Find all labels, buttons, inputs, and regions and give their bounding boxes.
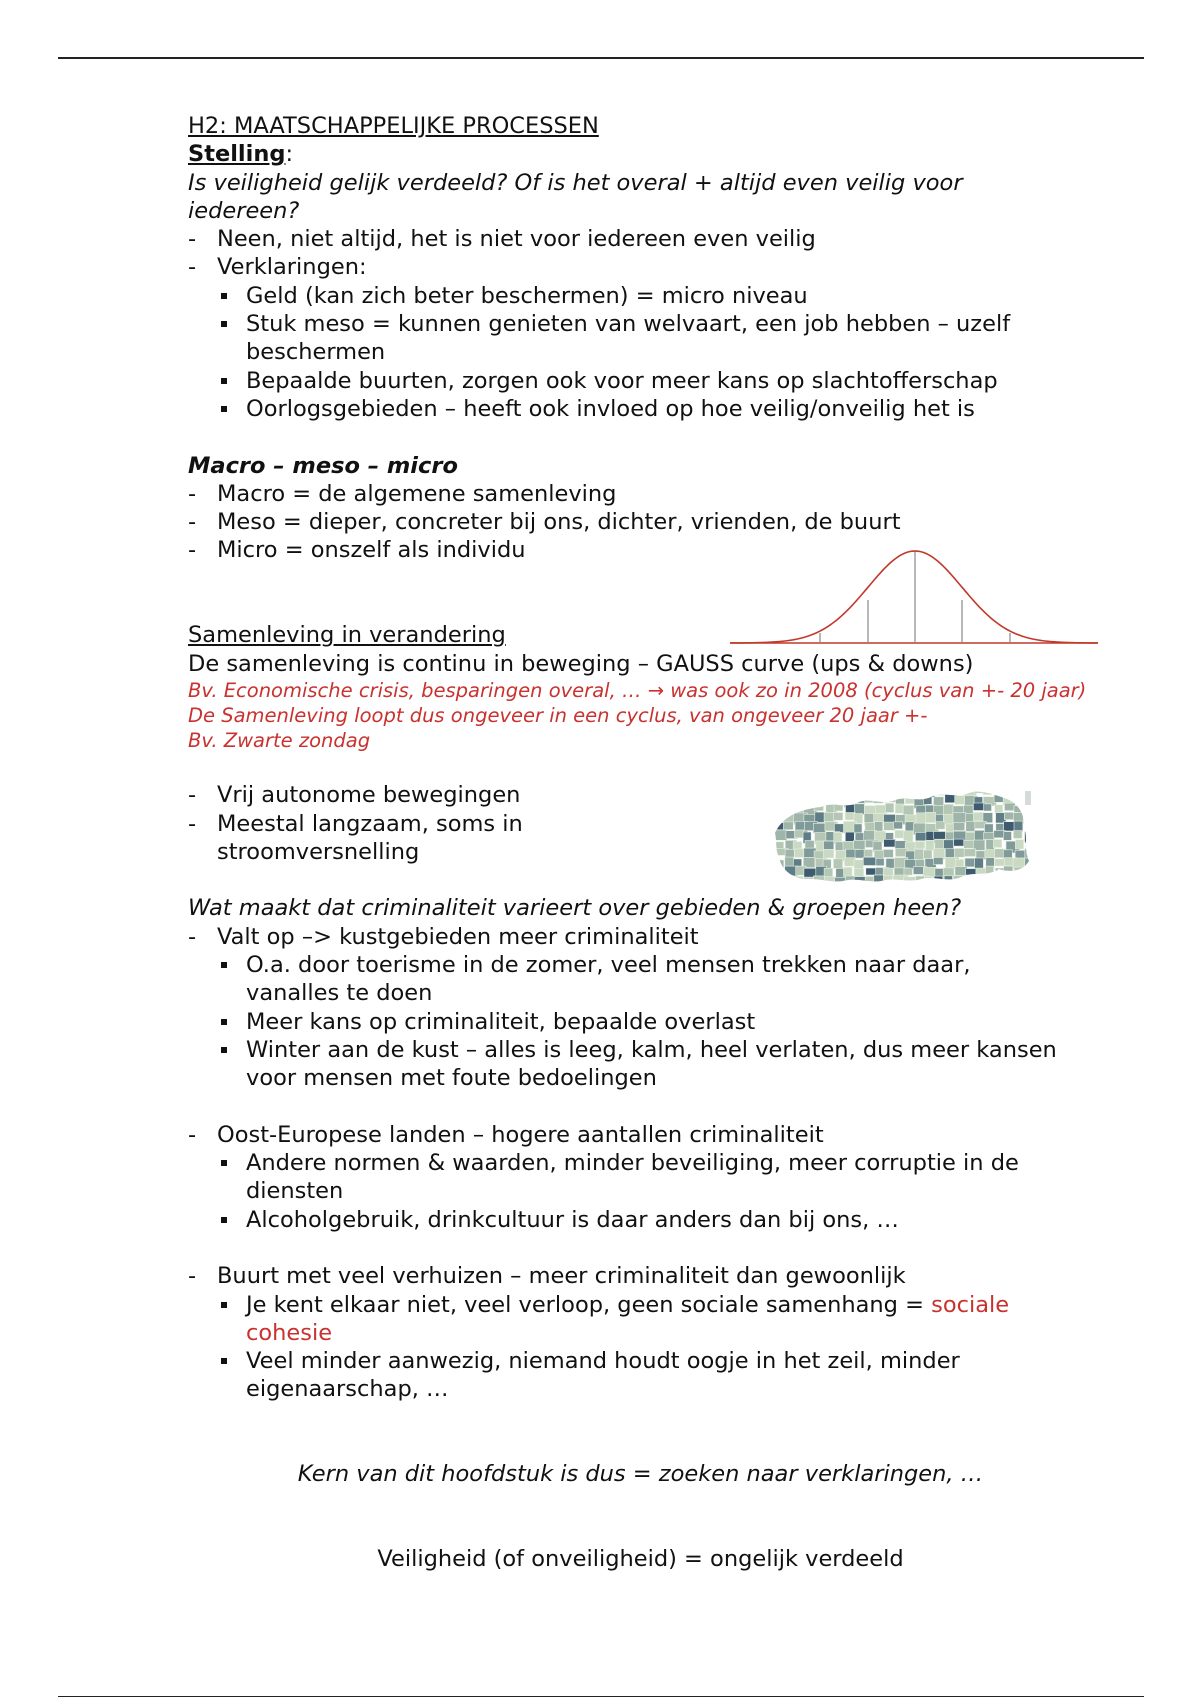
map-region-cell (896, 794, 905, 805)
kern-statement: Kern van dit hoofdstuk is dus = zoeken naar verklaringen, … (297, 1461, 984, 1488)
map-region-cell (983, 787, 992, 795)
map-region-cell (844, 867, 853, 876)
map-region-cell (776, 804, 788, 816)
stelling-colon: : (285, 141, 294, 168)
map-region-cell (776, 877, 785, 885)
map-region-cell (814, 786, 825, 798)
map-region-cell (876, 858, 884, 865)
map-region-cell (934, 832, 947, 840)
verklaringen-label: Verklaringen: (217, 254, 367, 281)
crime-map-image (773, 785, 1043, 885)
map-region-cell (934, 858, 944, 865)
map-region-cell (1033, 794, 1041, 804)
map-region-cell (944, 876, 952, 885)
map-region-cell (1016, 785, 1026, 792)
sub-list-item: Alcoholgebruik, drinkcultuur is daar anders dan bij ons, … (188, 1206, 1088, 1234)
map-region-cell (804, 785, 815, 794)
map-region-cell (964, 849, 976, 857)
map-region-cell (994, 795, 1004, 802)
map-region-cell (773, 786, 784, 796)
map-legend-icon (1025, 791, 1031, 805)
map-region-cell (865, 795, 874, 803)
stelling-question: Is veiligheid gelijk verdeeld? Of is het overal + altijd even veilig voor iedereen? (188, 169, 963, 224)
map-region-cell (795, 786, 807, 793)
map-region-cell (943, 804, 953, 814)
map-region-cell (783, 822, 793, 830)
map-region-cell (814, 797, 822, 806)
map-region-cell (1014, 867, 1026, 877)
map-region-cell (983, 877, 993, 885)
map-region-cell (1006, 787, 1018, 796)
sub-list-item: Geld (kan zich beter beschermen) = micro niveau (188, 282, 1088, 310)
map-region-cell (1035, 876, 1043, 884)
map-region-cell (975, 858, 984, 869)
map-region-cell (814, 803, 824, 811)
map-region-cell (974, 786, 985, 793)
map-region-cell (986, 840, 994, 851)
map-region-cell (926, 840, 934, 850)
map-region-cell (834, 803, 843, 811)
map-region-cell (824, 877, 835, 885)
sub-list-item: O.a. door toerisme in de zomer, veel mensen trekken naar daar, vanalles te doen (188, 951, 1088, 1008)
map-region-cell (915, 841, 925, 849)
sub-list-item: Winter aan de kust – alles is leeg, kalm, heel verlaten, dus meer kansen voor mensen met foute bedoelingen (188, 1036, 1088, 1093)
map-region-cell (923, 796, 932, 804)
map-region-cell (835, 842, 844, 851)
list-item: - Oost-Europese landen – hogere aantallen criminaliteit (188, 1121, 824, 1148)
map-region-cell (1025, 849, 1035, 859)
map-region-cell (1026, 842, 1038, 850)
list-item: - Meso = dieper, concreter bij ons, dichter, vrienden, de buurt (188, 509, 901, 536)
list-item: - Buurt met veel verhuizen – meer criminaliteit dan gewoonlijk (188, 1263, 906, 1290)
gauss-curve-figure (730, 545, 1100, 645)
map-region-cell (884, 839, 896, 847)
list-item: - Micro = onszelf als individu (188, 537, 526, 564)
map-region-cell (966, 821, 975, 831)
map-region-cell (964, 840, 974, 848)
map-region-cell (953, 884, 966, 885)
map-region-cell (966, 869, 977, 879)
red-note: De Samenleving loopt dus ongeveer in een cyclus, van ongeveer 20 jaar +- (188, 703, 928, 727)
list-item: - Neen, niet altijd, het is niet voor iedereen even veilig (188, 226, 816, 253)
map-region-cell (934, 797, 944, 806)
map-region-cell (845, 813, 855, 821)
map-region-cell (1034, 859, 1043, 870)
map-region-cell (1015, 878, 1026, 885)
chapter-title: H2: MAATSCHAPPELIJKE PROCESSEN (188, 113, 599, 139)
list-item: - Verklaringen: (188, 254, 367, 281)
map-region-cell (986, 866, 994, 874)
map-region-cell (873, 796, 883, 803)
map-region-cell (1015, 840, 1023, 849)
map-region-cell (936, 822, 945, 830)
stelling-answer: Neen, niet altijd, het is niet voor iedereen even veilig (217, 226, 816, 253)
map-region-cell (955, 796, 965, 805)
map-region-cell (1026, 824, 1039, 834)
map-region-cell (795, 830, 804, 838)
map-region-cell (903, 805, 914, 815)
map-region-cell (923, 788, 935, 797)
map-region-cell (1006, 877, 1014, 885)
map-region-cell (793, 797, 806, 806)
map-region-cell (935, 788, 946, 796)
map-region-cell (993, 840, 1001, 848)
top-rule (58, 57, 1144, 59)
map-region-cell (894, 822, 903, 829)
map-region-cell (864, 850, 872, 857)
sociale-cohesie-term: sociale cohesie (246, 1291, 1010, 1346)
map-region-cell (1004, 866, 1013, 877)
list-item: - Vrij autonome bewegingen (188, 782, 521, 809)
map-region-cell (785, 857, 794, 867)
gauss-curve-line (730, 551, 1098, 643)
map-region-cell (833, 795, 847, 805)
map-region-cell (914, 788, 926, 799)
map-region-cell (1034, 848, 1044, 857)
map-region-cell (996, 875, 1006, 885)
sub-list-item: Meer kans op criminaliteit, bepaalde overlast (188, 1008, 1088, 1036)
map-region-cell (775, 860, 784, 872)
map-region-cell (895, 804, 903, 813)
map-region-cell (984, 804, 992, 811)
map-region-cell (953, 822, 964, 830)
map-region-cell (904, 877, 917, 885)
map-region-cell (1003, 832, 1011, 841)
map-region-cell (785, 786, 794, 797)
map-region-cell (855, 785, 865, 796)
map-region-cell (905, 884, 916, 885)
bottom-rule (58, 1696, 1144, 1697)
map-region-cell (833, 859, 842, 868)
map-region-cell (1013, 831, 1022, 839)
map-region-cell (833, 813, 843, 821)
map-region-cell (854, 824, 862, 833)
map-region-cell (1025, 858, 1038, 867)
map-region-cell (864, 787, 873, 794)
list-item: - Valt op –> kustgebieden meer criminaliteit (188, 923, 699, 950)
map-region-cell (905, 822, 914, 831)
map-region-cell (1036, 804, 1043, 816)
map-region-cell (775, 795, 786, 807)
map-region-cell (996, 824, 1004, 832)
map-region-cell (814, 876, 825, 885)
map-region-cell (813, 823, 825, 833)
map-region-cell (846, 786, 860, 794)
stelling-heading (188, 140, 1088, 168)
map-region-cell (863, 857, 875, 865)
sub-list-item: Bepaalde buurten, zorgen ook voor meer kans op slachtofferschap (188, 367, 1088, 395)
map-region-cell (894, 884, 903, 885)
sub-list-item: Veel minder aanwezig, niemand houdt oogje in het zeil, minder eigenaarschap, … (188, 1347, 1088, 1404)
map-region-cell (1025, 832, 1034, 843)
criminaliteit-question: Wat maakt dat criminaliteit varieert over gebieden & groepen heen? (188, 895, 962, 922)
map-region-cell (854, 804, 864, 815)
map-region-cell (904, 868, 913, 875)
map-region-cell (905, 796, 915, 804)
map-region-cell (775, 884, 787, 885)
map-region-cell (1034, 867, 1043, 876)
map-regions (773, 785, 1043, 885)
map-region-cell (934, 876, 943, 885)
map-region-cell (936, 814, 945, 822)
map-region-cell (824, 796, 836, 804)
verandering-title: Samenleving in verandering (188, 622, 506, 649)
sub-list-item: Andere normen & waarden, minder beveiliging, meer corruptie in de diensten (188, 1149, 1088, 1206)
list-item: - Meestal langzaam, soms in stroomversnelling (188, 810, 523, 865)
map-region-cell (773, 830, 787, 840)
map-region-cell (953, 876, 967, 885)
map-region-cell (793, 842, 802, 850)
stelling-label: Stelling (188, 141, 286, 168)
map-region-cell (835, 786, 845, 794)
map-region-cell (823, 849, 834, 858)
map-region-cell (826, 786, 836, 794)
map-region-cell (994, 785, 1003, 794)
map-region-cell (883, 850, 893, 858)
sub-list-item: Je kent elkaar niet, veel verloop, geen sociale samenhang = sociale cohesie (188, 1291, 1088, 1348)
sub-list-item: Stuk meso = kunnen genieten van welvaart, een job hebben – uzelf beschermen (188, 310, 1088, 367)
map-region-cell (1035, 815, 1043, 827)
map-region-cell (1014, 821, 1023, 832)
map-region-cell (954, 848, 965, 857)
red-note: Bv. Economische crisis, besparingen overal, … → was ook zo in 2008 (cyclus van +- 20 jaar) (188, 678, 1087, 702)
map-region-cell (925, 876, 933, 885)
map-region-cell (1015, 796, 1025, 804)
map-region-cell (904, 786, 915, 793)
map-region-cell (1024, 805, 1032, 813)
map-region-cell (885, 785, 895, 793)
map-region-cell (795, 849, 805, 858)
map-region-cell (984, 833, 995, 840)
map-region-cell (1034, 785, 1043, 795)
map-region-cell (805, 796, 815, 807)
map-region-cell (784, 876, 793, 883)
map-region-cell (1035, 839, 1043, 847)
map-region-cell (875, 805, 886, 813)
map-region-cell (794, 876, 803, 883)
map-region-cell (883, 876, 892, 885)
sub-list-item: Oorlogsgebieden – heeft ook invloed op hoe veilig/onveilig het is (188, 395, 1088, 423)
verandering-intro: De samenleving is continu in beweging – GAUSS curve (ups & downs) (188, 650, 974, 677)
map-region-cell (874, 788, 885, 798)
red-note: Bv. Zwarte zondag (188, 728, 371, 752)
map-region-cell (1036, 833, 1044, 844)
map-region-cell (954, 839, 964, 846)
map-region-cell (1035, 824, 1044, 832)
map-region-cell (1025, 814, 1038, 825)
map-region-cell (973, 812, 983, 821)
map-region-cell (953, 813, 966, 823)
map-region-cell (926, 812, 936, 822)
map-region-cell (995, 868, 1004, 875)
map-region-cell (865, 823, 875, 831)
list-item: - Macro = de algemene samenleving (188, 480, 617, 507)
map-region-cell (953, 785, 966, 793)
levels-title: Macro – meso – micro (188, 452, 458, 479)
final-statement: Veiligheid (of onveiligheid) = ongelijk verdeeld (377, 1546, 904, 1573)
map-region-cell (1025, 875, 1035, 883)
map-region-cell (966, 875, 977, 882)
map-region-cell (924, 850, 933, 859)
map-region-cell (804, 877, 815, 885)
map-region-cell (974, 875, 985, 884)
map-region-cell (1025, 869, 1037, 876)
map-region-cell (785, 797, 796, 808)
map-region-cell (896, 788, 909, 800)
map-region-cell (995, 805, 1003, 813)
map-region-cell (773, 867, 781, 878)
map-region-cell (885, 803, 894, 812)
